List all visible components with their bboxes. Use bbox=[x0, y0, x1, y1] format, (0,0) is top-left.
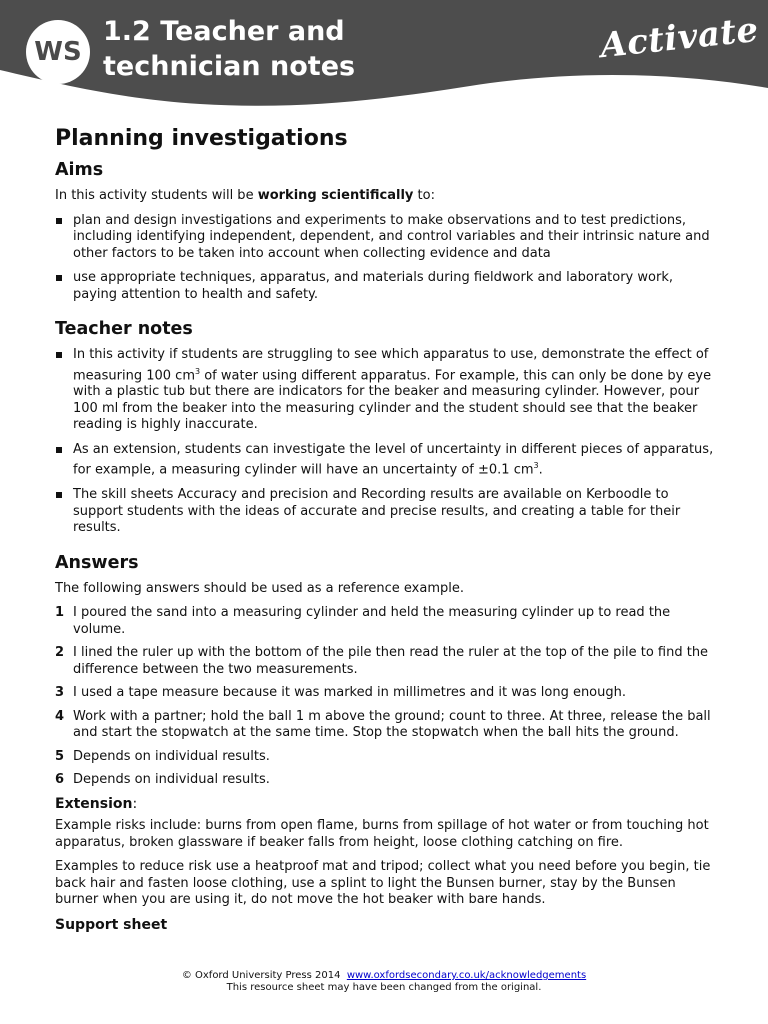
aims-list bbox=[55, 213, 715, 304]
activate-logo: Activate bbox=[598, 9, 761, 67]
teacher-note-item: The skill sheets Accuracy and precision and Recording results are available on Kerboodle to support students with the ideas of accurate and precise results, and creating a table for their results. bbox=[55, 487, 715, 537]
answer-item bbox=[55, 772, 715, 789]
answer-number: 2 bbox=[55, 645, 65, 661]
answer-item bbox=[55, 749, 715, 766]
extension-heading bbox=[55, 796, 715, 813]
note1-post: of water using different apparatus. For example, this can only be done by eye with a plastic tub but there are indicators for the beaker and measuring cylinder. However, pour 100 ml from the beaker into the measuring cylinder and the student should see that the beaker reading is highly inaccurate. bbox=[73, 367, 712, 433]
document-body bbox=[55, 124, 715, 939]
teacher-notes-heading: Teacher notes bbox=[55, 319, 193, 339]
header-title-line2: technician notes bbox=[103, 51, 356, 82]
aims-item: plan and design investigations and experiments to make observations and to test predictions, including identifying independent, dependent, and control variables and their intrinsic nature and other factors to be taken into account when collecting evidence and data bbox=[55, 213, 715, 263]
header-title bbox=[103, 14, 355, 84]
extension-heading-colon: : bbox=[132, 795, 138, 812]
answer-item bbox=[55, 605, 715, 638]
note1-pre: In this activity if students are struggling to see which apparatus to use, demonstrate the effect of measuring 100 cm bbox=[73, 347, 709, 383]
page-title: Planning investigations bbox=[55, 126, 348, 151]
ws-badge: WS bbox=[26, 20, 90, 84]
answer-text: Depends on individual results. bbox=[73, 748, 270, 764]
aims-intro-bold: working scientifically bbox=[257, 188, 414, 203]
aims-intro-post: to: bbox=[413, 188, 435, 203]
answer-text: Depends on individual results. bbox=[73, 772, 270, 788]
support-sheet-heading: Support sheet bbox=[55, 916, 168, 933]
note1-sup: 3 bbox=[194, 366, 201, 376]
aims-item: use appropriate techniques, apparatus, and materials during fieldwork and laboratory work, paying attention to health and safety. bbox=[55, 270, 715, 303]
extension-heading-text: Extension bbox=[55, 795, 133, 812]
extension-paragraph: Example risks include: burns from open flame, burns from spillage of hot water or from touching hot apparatus, broken glassware if beaker falls from height, loose clothing catching on fire. bbox=[55, 818, 709, 850]
answer-text: I used a tape measure because it was marked in millimetres and it was long enough. bbox=[73, 685, 627, 701]
answer-item bbox=[55, 645, 715, 678]
acknowledgements-link[interactable]: www.oxfordsecondary.co.uk/acknowledgements bbox=[346, 970, 587, 981]
aims-heading: Aims bbox=[55, 160, 104, 180]
answers-list bbox=[55, 605, 715, 789]
answer-item bbox=[55, 709, 715, 742]
note2-post: . bbox=[538, 462, 543, 478]
note2-pre: As an extension, students can investigate the level of uncertainty in different pieces of apparatus, for example, a measuring cylinder will have an uncertainty of ±0.1 cm bbox=[73, 441, 714, 478]
answer-number: 4 bbox=[55, 708, 65, 724]
answer-number: 5 bbox=[55, 748, 65, 764]
extension-paragraph: Examples to reduce risk use a heatproof mat and tripod; collect what you need before you begin, tie back hair and fasten loose clothing, use a splint to light the Bunsen burner, stay by the Bunsen burner when you are using it, do not move the hot beaker with bare hands. bbox=[55, 859, 711, 908]
header-title-line1: 1.2 Teacher and bbox=[103, 16, 345, 47]
aims-intro-pre: In this activity students will be bbox=[55, 188, 258, 203]
aims-intro bbox=[55, 188, 715, 205]
footer-line1 bbox=[0, 970, 768, 982]
answer-text: I poured the sand into a measuring cylinder and held the measuring cylinder up to read the volume. bbox=[73, 605, 671, 637]
page-footer bbox=[0, 970, 768, 994]
footer-copyright: © Oxford University Press 2014 bbox=[181, 970, 341, 981]
answer-item bbox=[55, 685, 715, 702]
header-banner bbox=[0, 0, 768, 118]
teacher-note-item bbox=[55, 347, 715, 434]
answer-number: 6 bbox=[55, 772, 65, 788]
answer-number: 1 bbox=[55, 605, 65, 621]
answers-intro: The following answers should be used as a reference example. bbox=[55, 580, 464, 596]
answers-heading: Answers bbox=[55, 552, 139, 573]
note2-sup: 3 bbox=[533, 461, 539, 471]
answer-number: 3 bbox=[55, 685, 65, 701]
answer-text: Work with a partner; hold the ball 1 m above the ground; count to three. At three, release the ball and start the stopwatch at the same time. Stop the stopwatch when the ball hits the ground. bbox=[73, 708, 711, 741]
footer-note: This resource sheet may have been changed from the original. bbox=[226, 982, 542, 993]
answer-text: I lined the ruler up with the bottom of the pile then read the ruler at the top of the pile to find the difference between the two measurements. bbox=[73, 645, 709, 677]
teacher-note-item bbox=[55, 442, 715, 479]
teacher-notes-list bbox=[55, 347, 715, 537]
